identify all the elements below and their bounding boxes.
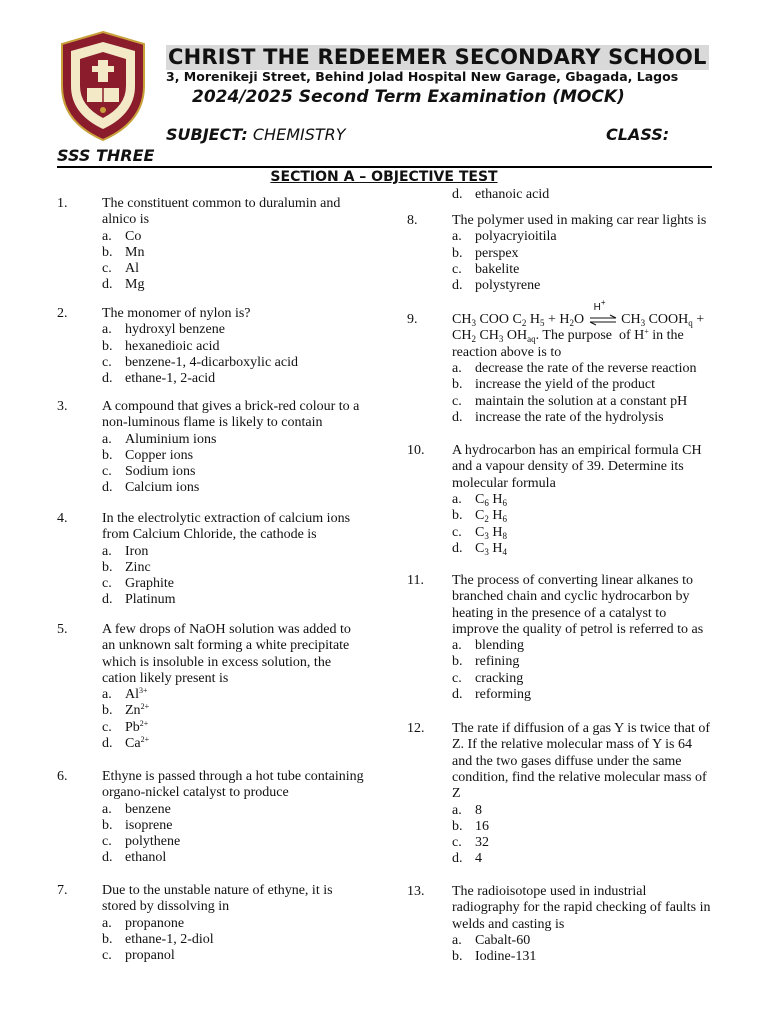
option-a[interactable]: a. propanone <box>102 915 185 931</box>
option-c[interactable]: c. Al <box>102 261 139 277</box>
school-logo <box>58 30 148 142</box>
question-number: 11. <box>407 573 424 588</box>
options <box>102 432 216 497</box>
option-b[interactable]: b. Iodine-131 <box>452 949 537 965</box>
option-d[interactable]: d. Platinum <box>102 592 176 608</box>
question-number: 12. <box>407 721 425 736</box>
option-d[interactable]: d. ethanol <box>102 850 167 866</box>
option-d[interactable]: d. ethane-1, 2-acid <box>102 371 216 387</box>
class-label: CLASS <box>606 125 663 144</box>
question-stem: $CH_3$ COO $C_2$ $H_5 + H_2O$ H+ $CH_3$ $COOH_q + CH_2$ $CH_3$ $OH_{aq}$. The purpose of H+ in the reaction above is to <box>452 297 705 360</box>
question-number: 3. <box>57 399 68 414</box>
option-b[interactable]: b. Zinc <box>102 559 151 575</box>
question-stem: In the electrolytic extraction of calcium ions from Calcium Chloride, the cathode is <box>102 511 351 543</box>
option-a[interactable]: a. 8 <box>452 802 482 818</box>
question-stem: A few drops of NaOH solution was added to an unknown salt forming a white precipitate which is insoluble in excess solution, the cation likely present is <box>102 622 351 686</box>
option-c[interactable]: c. benzene-1, 4-dicarboxylic acid <box>102 354 298 370</box>
option-c[interactable]: c. bakelite <box>452 261 520 277</box>
question-stem: The constituent common to duralumin and alnico is <box>102 196 341 228</box>
option-d[interactable]: d. increase the rate of the hydrolysis <box>452 409 664 425</box>
exam-title: 2024/2025 Second Term Examination (MOCK) <box>192 87 625 107</box>
question-number: 2. <box>57 306 68 321</box>
option-a[interactable]: a. polyacryioitila <box>452 229 557 245</box>
question-number: 1. <box>57 196 68 211</box>
question-stem: Due to the unstable nature of ethyne, it is stored by dissolving in <box>102 883 333 915</box>
option-a[interactable]: a. benzene <box>102 801 171 817</box>
option-a[interactable]: a. Aluminium ions <box>102 431 217 447</box>
question-number: 10. <box>407 443 425 458</box>
option-b[interactable]: b. $C_2$ $H_6$ <box>452 508 507 525</box>
options <box>452 803 489 868</box>
question-number: 4. <box>57 511 68 526</box>
question-number: 9. <box>407 312 418 327</box>
option-c[interactable]: c. propanol <box>102 948 175 964</box>
question-stem: The process of converting linear alkanes to branched chain and cyclic hydrocarbon by heating in the presence of a catalyst to improve the quality of petrol is referred to as <box>452 573 704 637</box>
question-stem: A hydrocarbon has an empirical formula CH and a vapour density of 39. Determine its molecular formula <box>452 443 702 491</box>
question-number: 5. <box>57 622 68 637</box>
question-stem: Ethyne is passed through a hot tube containing organo-nickel catalyst to produce <box>102 769 364 801</box>
option-d[interactable]: d. $C_3$ $H_4$ <box>452 540 507 557</box>
options <box>102 229 144 294</box>
option-a[interactable]: a. hydroxyl benzene <box>102 322 225 338</box>
option-c[interactable]: c. Sodium ions <box>102 464 196 480</box>
school-name: CHRIST THE REDEEMER SECONDARY SCHOOL <box>168 45 707 69</box>
option-a[interactable]: a. decrease the rate of the reverse reaction <box>452 361 697 376</box>
options <box>452 933 536 966</box>
option-d[interactable]: d. 4 <box>452 851 482 867</box>
school-address: 3, Morenikeji Street, Behind Jolad Hospital New Garage, Gbagada, Lagos <box>166 69 679 84</box>
options <box>452 229 557 294</box>
options <box>102 687 149 752</box>
section-title: SECTION A – OBJECTIVE TEST <box>270 169 498 185</box>
option-b[interactable]: b. perspex <box>452 245 519 261</box>
subject-value: CHEMISTRY <box>252 125 346 144</box>
option-b[interactable]: b. isoprene <box>102 817 173 833</box>
options <box>452 361 697 426</box>
option-c[interactable]: c. Graphite <box>102 576 174 592</box>
option-a[interactable]: a. Cabalt-60 <box>452 933 531 948</box>
option-c[interactable]: c. polythene <box>102 834 181 850</box>
option-b[interactable]: b. increase the yield of the product <box>452 377 655 393</box>
option-a[interactable]: a. Iron <box>102 543 149 559</box>
question-number: 8. <box>407 213 418 228</box>
options <box>102 322 298 387</box>
option-c[interactable]: c. maintain the solution at a constant pH <box>452 393 688 409</box>
options <box>102 802 180 867</box>
option-a[interactable]: a. $C_6$ $H_6$ <box>452 492 507 508</box>
option-d[interactable]: d. polystyrene <box>452 278 541 294</box>
question-number: 13. <box>407 884 425 899</box>
question-stem: The polymer used in making car rear lights is <box>452 213 707 228</box>
options <box>102 916 214 965</box>
question-number: 6. <box>57 769 68 784</box>
option-c[interactable]: c. cracking <box>452 670 524 686</box>
option-b[interactable]: b. refining <box>452 654 520 670</box>
options <box>452 492 507 557</box>
option-c[interactable]: c. $Pb^{2+}$ <box>102 718 149 735</box>
option-d[interactable]: d. $Ca^{2+}$ <box>102 735 150 752</box>
option-b[interactable]: b. 16 <box>452 818 489 834</box>
option-c[interactable]: c. $C_3$ $H_8$ <box>452 524 507 541</box>
question-stem: A compound that gives a brick-red colour to a non-luminous flame is likely to contain <box>102 399 360 431</box>
option-a[interactable]: a. $Al^{3+}$ <box>102 686 148 703</box>
option-b[interactable]: b. Mn <box>102 244 145 260</box>
question-stem: The radioisotope used in industrial radiography for the rapid checking of faults in welds and casting is <box>452 884 711 932</box>
option-b[interactable]: b. Copper ions <box>102 447 194 463</box>
option-b[interactable]: b. ethane-1, 2-diol <box>102 931 214 947</box>
equilibrium-arrow-icon: H+ <box>588 313 618 327</box>
subject-class-row: SUBJECT: CHEMISTRY CLASS: <box>166 125 670 144</box>
option-b[interactable]: b. hexanedioic acid <box>102 338 220 354</box>
option-d[interactable]: d. Mg <box>102 277 145 293</box>
option-b[interactable]: b. $Zn^{2+}$ <box>102 702 150 719</box>
subject-label: SUBJECT <box>166 125 242 144</box>
class-value: SSS THREE <box>57 146 155 165</box>
option-d[interactable]: d. Calcium ions <box>102 480 200 496</box>
option-d[interactable]: d. reforming <box>452 687 531 703</box>
question-stem: The rate if diffusion of a gas Y is twice that of Z. If the relative molecular mass of Y is 64 and the two gases diffuse under the same condition, find the relative molecular mass of Z <box>452 721 711 802</box>
option-a[interactable]: a. blending <box>452 638 524 654</box>
option-c[interactable]: c. 32 <box>452 835 489 851</box>
options <box>452 638 531 703</box>
question-7-option-d[interactable]: d. ethanoic acid <box>452 187 550 202</box>
question-number: 7. <box>57 883 68 898</box>
question-stem: The monomer of nylon is? <box>102 306 251 321</box>
options <box>102 544 176 609</box>
option-a[interactable]: a. Co <box>102 228 142 244</box>
